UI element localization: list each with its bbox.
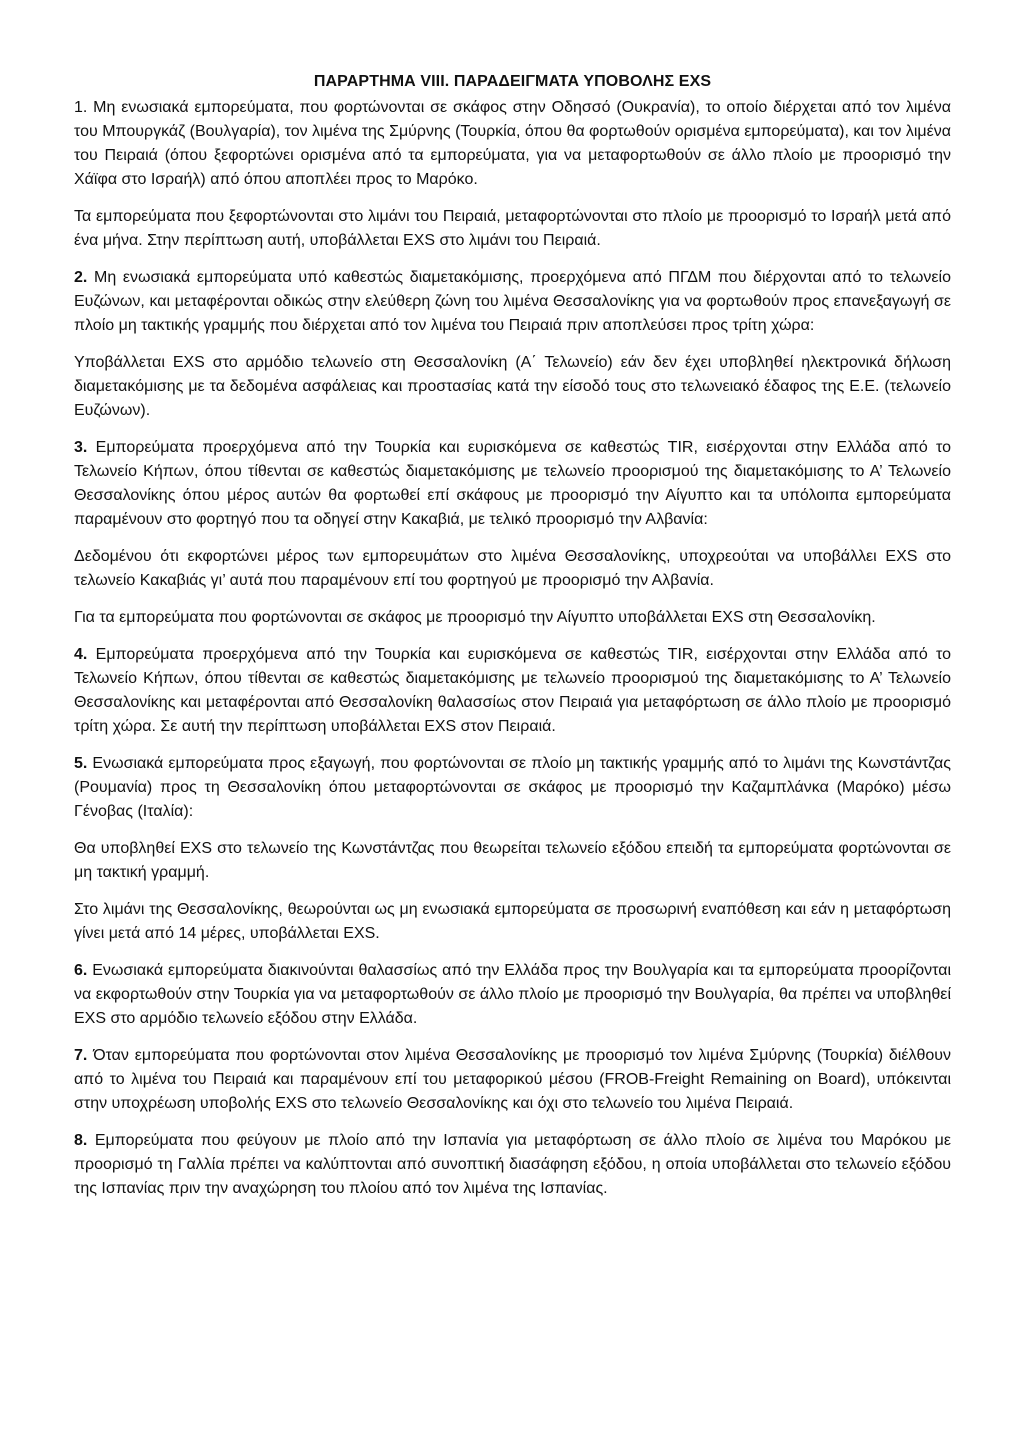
section-3-paragraph-2: Δεδομένου ότι εκφορτώνει μέρος των εμπορευμάτων στο λιμένα Θεσσαλονίκης, υποχρεούται να υποβάλλει EXS στο τελωνείο Κακαβιάς γι’ αυτά που παραμένουν επί του φορτηγού με προορισμό την Αλβανία. [74, 548, 951, 589]
section-8-paragraph-1 [74, 1129, 951, 1201]
section-1-paragraph-2: Τα εμπορεύματα που ξεφορτώνονται στο λιμάνι του Πειραιά, μεταφορτώνονται στο πλοίο με προορισμό το Ισραήλ μετά από ένα μήνα. Στην περίπτωση αυτή, υποβάλλεται EXS στο λιμάνι του Πειραιά. [74, 208, 951, 249]
paragraph-text: Εμπορεύματα που φεύγουν με πλοίο από την Ισπανία για μεταφόρτωση σε άλλο πλοίο σε λιμένα του Μαρόκου με προορισμό τη Γαλλία πρέπει να καλύπτονται από συνοπτική διασάφηση εξόδου, η οποία υποβάλλεται στο τελωνείο εξόδου της Ισπανίας πριν την αναχώρηση του πλοίου από τον λιμένα της Ισπανίας. [74, 1132, 951, 1197]
paragraph-text: Όταν εμπορεύματα που φορτώνονται στον λιμένα Θεσσαλονίκης με προορισμό τον λιμένα Σμύρνης (Τουρκία) διέλθουν από το λιμένα του Πειραιά και παραμένουν επί του μεταφορικού μέσου (FROB-Freight Remaining on Board), υπόκεινται στην υποχρέωση υποβολής EXS στο τελωνείο Θεσσαλονίκης και όχι στο τελωνείο του λιμένα Πειραιά. [74, 1047, 951, 1112]
section-3-paragraph-3: Για τα εμπορεύματα που φορτώνονται σε σκάφος με προορισμό την Αίγυπτο υποβάλλεται EXS στη Θεσσαλονίκη. [74, 609, 876, 626]
section-2-paragraph-1 [74, 266, 951, 338]
paragraph-text: Εμπορεύματα προερχόμενα από την Τουρκία και ευρισκόμενα σε καθεστώς TIR, εισέρχονται στην Ελλάδα από το Τελωνείο Κήπων, όπου τίθενται σε καθεστώς διαμετακόμισης με τελωνείο προορισμού της διαμετακόμισης το Α’ Τελωνείο Θεσσαλονίκης και μεταφέρονται από Θεσσαλονίκη θαλασσίως στον Πειραιά για μεταφόρτωση σε άλλο πλοίο με προορισμό τρίτη χώρα. Σε αυτή την περίπτωση υποβάλλεται EXS στον Πειραιά. [74, 646, 951, 735]
section-number: 2. [74, 269, 88, 286]
section-2-paragraph-2: Υποβάλλεται EXS στο αρμόδιο τελωνείο στη Θεσσαλονίκη (Α΄ Τελωνείο) εάν δεν έχει υποβληθεί ηλεκτρονικά δήλωση διαμετακόμισης με τα δεδομένα ασφάλειας και προστασίας κατά την είσοδό τους στο τελωνειακό έδαφος της Ε.Ε. (τελωνείο Ευζώνων). [74, 354, 951, 419]
section-5-paragraph-3: Στο λιμάνι της Θεσσαλονίκης, θεωρούνται ως μη ενωσιακά εμπορεύματα σε προσωρινή εναπόθεση και εάν η μεταφόρτωση γίνει μετά από 14 μέρες, υποβάλλεται EXS. [74, 901, 951, 942]
paragraph-text: Ενωσιακά εμπορεύματα διακινούνται θαλασσίως από την Ελλάδα προς την Βουλγαρία και τα εμπορεύματα προορίζονται να εκφορτωθούν στην Τουρκία για να μεταφορτωθούν σε άλλο πλοίο με προορισμό την Βουλγαρία, θα πρέπει να υποβληθεί EXS στο αρμόδιο τελωνείο εξόδου στην Ελλάδα. [74, 962, 951, 1027]
section-number: 3. [74, 439, 88, 456]
document-title: ΠΑΡΑΡΤΗΜΑ VIII. ΠΑΡΑΔΕΙΓΜΑΤΑ ΥΠΟΒΟΛΗΣ EXS [313, 73, 712, 90]
section-number: 5. [74, 755, 88, 772]
section-number: 6. [74, 962, 88, 979]
section-5-paragraph-1 [74, 752, 951, 824]
section-7-paragraph-1 [74, 1044, 951, 1116]
section-6-paragraph-1 [74, 959, 951, 1031]
section-1-paragraph-1 [74, 96, 951, 192]
section-number: 4. [74, 646, 88, 663]
section-4-paragraph-1 [74, 643, 951, 739]
document-page [74, 72, 951, 1214]
paragraph-text: Μη ενωσιακά εμπορεύματα υπό καθεστώς διαμετακόμισης, προερχόμενα από ΠΓΔΜ που διέρχονται από το τελωνείο Ευζώνων, και μεταφέρονται οδικώς στην ελεύθερη ζώνη του λιμένα Θεσσαλονίκης για να φορτωθούν προς επανεξαγωγή σε πλοίο μη τακτικής γραμμής που διέρχεται από τον λιμένα του Πειραιά πριν αποπλεύσει προς τρίτη χώρα: [74, 269, 951, 334]
section-5-paragraph-2: Θα υποβληθεί EXS στο τελωνείο της Κωνστάντζας που θεωρείται τελωνείο εξόδου επειδή τα εμπορεύματα φορτώνονται σε μη τακτική γραμμή. [74, 840, 951, 881]
section-3-paragraph-1 [74, 436, 951, 532]
section-number: 1. [74, 99, 88, 116]
section-number: 8. [74, 1132, 88, 1149]
paragraph-text: Ενωσιακά εμπορεύματα προς εξαγωγή, που φορτώνονται σε πλοίο μη τακτικής γραμμής από το λιμάνι της Κωνστάντζας (Ρουμανία) προς τη Θεσσαλονίκη όπου μεταφορτώνονται σε σκάφος με προορισμό την Καζαμπλάνκα (Μαρόκο) μέσω Γένοβας (Ιταλία): [74, 755, 952, 820]
paragraph-text: Εμπορεύματα προερχόμενα από την Τουρκία και ευρισκόμενα σε καθεστώς TIR, εισέρχονται στην Ελλάδα από το Τελωνείο Κήπων, όπου τίθενται σε καθεστώς διαμετακόμισης με τελωνείο προορισμού της διαμετακόμισης το Α’ Τελωνείο Θεσσαλονίκης όπου μέρος αυτών θα φορτωθεί επί σκάφους με προορισμό την Αίγυπτο και τα υπόλοιπα εμπορεύματα παραμένουν στο φορτηγό που τα οδηγεί στην Κακαβιά, με τελικό προορισμό την Αλβανία: [74, 439, 951, 528]
paragraph-text: Μη ενωσιακά εμπορεύματα, που φορτώνονται σε σκάφος στην Οδησσό (Ουκρανία), το οποίο διέρχεται από τον λιμένα του Μπουργκάζ (Βουλγαρία), τον λιμένα της Σμύρνης (Τουρκία, όπου θα φορτωθούν ορισμένα εμπορεύματα), και τον λιμένα του Πειραιά (όπου ξεφορτώνει ορισμένα από τα εμπορεύματα, για να μεταφορτωθούν σε άλλο πλοίο με προορισμό την Χάϊφα στο Ισραήλ) από όπου αποπλέει προς το Μαρόκο. [74, 99, 952, 188]
section-number: 7. [74, 1047, 88, 1064]
